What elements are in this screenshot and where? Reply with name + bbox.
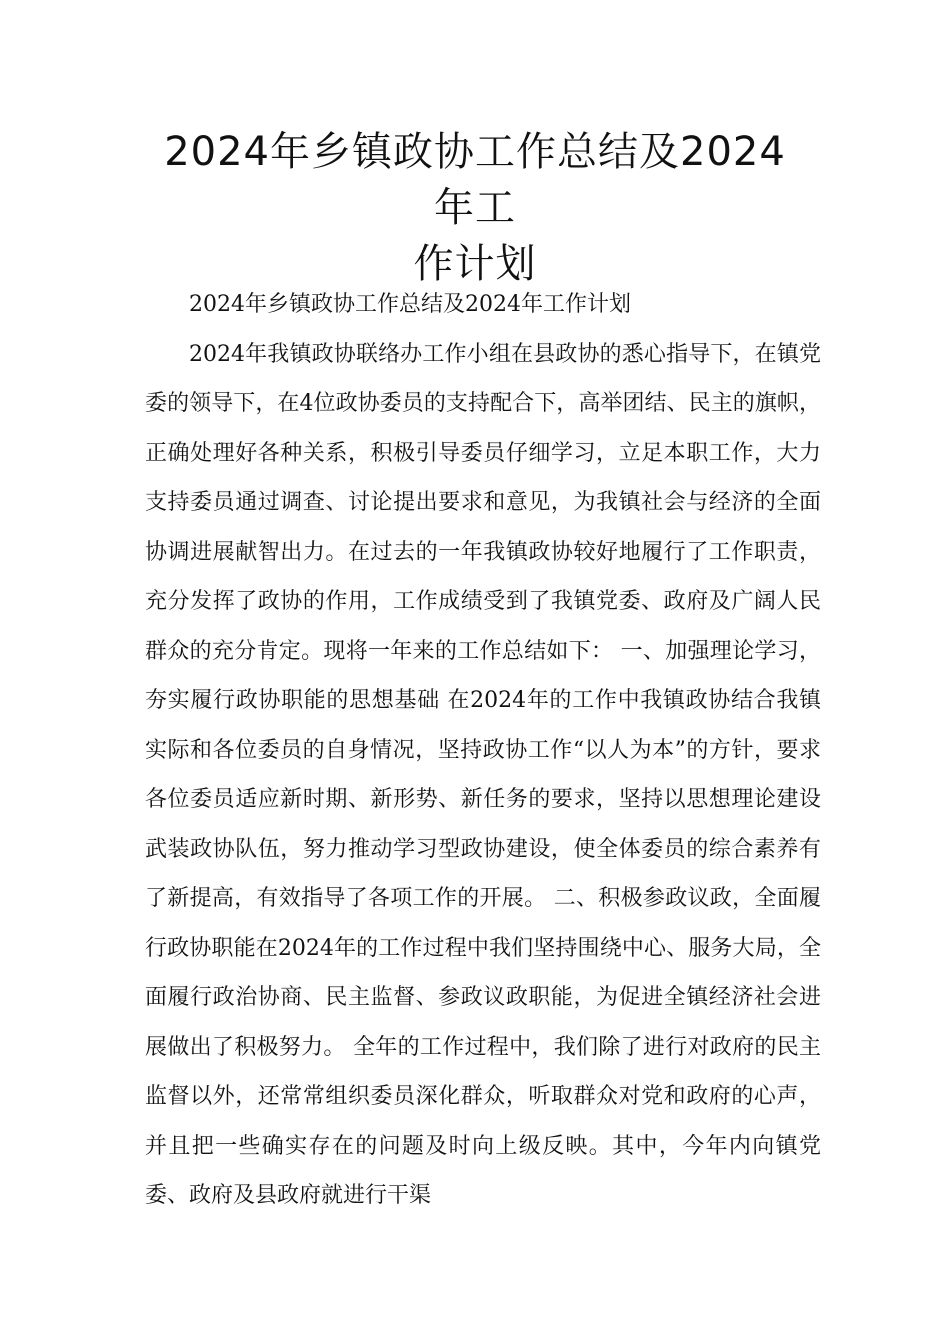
document-subtitle: 2024年乡镇政协工作总结及2024年工作计划 [189, 292, 631, 317]
document-title [145, 124, 805, 292]
body-paragraph: 2024年我镇政协联络办工作小组在县政协的悉心指导下，在镇党委的领导下，在4位政协委员的支持配合下，高举团结、民主的旗帜，正确处理好各种关系，积极引导委员仔细学习，立足本职工作，大力支持委员通过调查、讨论提出要求和意见，为我镇社会与经济的全面协调进展献智出力。在过去的一年我镇政协较好地履行了工作职责，充分发挥了政协的作用，工作成绩受到了我镇党委、政府及广阔人民群众的充分肯定。现将一年来的工作总结如下： 一、加强理论学习，夯实履行政协职能的思想基础 在2024年的工作中我镇政协结合我镇实际和各位委员的自身情况，坚持政协工作“以人为本”的方针，要求各位委员适应新时期、新形势、新任务的要求，坚持以思想理论建设武装政协队伍，努力推动学习型政协建设，使全体委员的综合素养有了新提高，有效指导了各项工作的开展。 二、积极参政议政，全面履行政协职能在2024年的工作过程中我们坚持围绕中心、服务大局，全面履行政治协商、民主监督、参政议政职能，为促进全镇经济社会进展做出了积极努力。 全年的工作过程中，我们除了进行对政府的民主监督以外，还常常组织委员深化群众，听取群众对党和政府的心声，并且把一些确实存在的问题及时向上级反映。其中，今年内向镇党委、政府及县政府就进行干渠 [145, 341, 821, 1208]
document-title-line-1: 2024年乡镇政协工作总结及2024年工 [164, 129, 786, 231]
document-body [145, 280, 821, 1221]
document-title-line-2: 作计划 [413, 241, 537, 287]
